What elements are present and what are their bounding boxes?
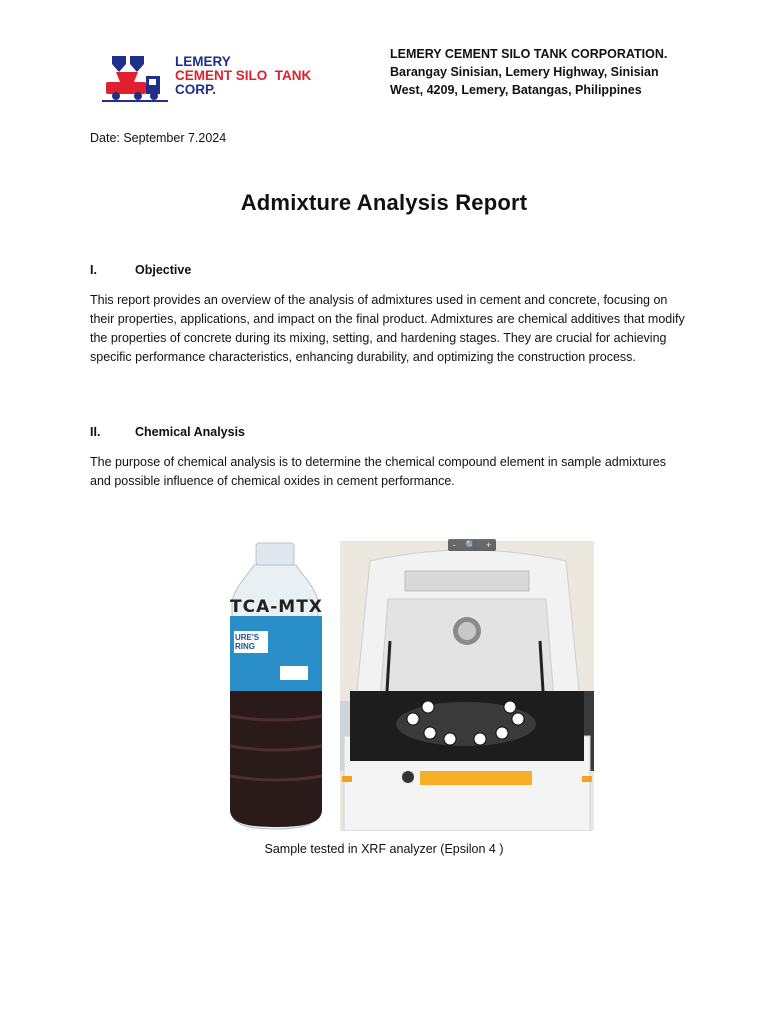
image-zoom-toolbar — [448, 539, 496, 551]
zoom-in-button[interactable]: + — [485, 540, 492, 550]
company-address-line-1: Barangay Sinisian, Lemery Highway, Sinisian — [390, 65, 659, 79]
bottle-handwritten-label: TCA-MTX — [230, 597, 323, 617]
section-number: II. — [90, 425, 101, 439]
logo-wordmark — [175, 55, 311, 97]
xrf-analyzer-photo — [340, 541, 594, 831]
company-name: LEMERY CEMENT SILO TANK CORPORATION. — [390, 47, 668, 61]
chemical-analysis-paragraph: The purpose of chemical analysis is to determine the chemical compound element in sample admixtures and possible influence of chemical oxides in cement performance. — [90, 455, 666, 488]
company-address-block — [390, 45, 690, 99]
zoom-magnifier-icon[interactable]: 🔍 — [465, 540, 477, 550]
bottle-brand-label: URE'S RING — [235, 633, 260, 651]
section-title: Chemical Analysis — [135, 425, 246, 439]
section-title: Objective — [135, 263, 192, 277]
company-address-line-2: West, 4209, Lemery, Batangas, Philippines — [390, 83, 642, 97]
report-title: Admixture Analysis Report — [240, 190, 528, 215]
section-heading-chemical-analysis — [90, 425, 245, 439]
zoom-out-button[interactable]: - — [452, 540, 456, 550]
section-number: I. — [90, 263, 97, 277]
logo-line-3: CORP. — [175, 82, 217, 97]
objective-paragraph: This report provides an overview of the analysis of admixtures used in cement and concrete, focusing on their properties, applications, and impact on the final product. Admixtures are chemical additives that modify the properties of concrete during its mixing, setting, and hardening stages. They are crucial for achieving specific performance characteristics, enhancing durability, and optimizing the construction process. — [90, 293, 685, 364]
logo-line-1: LEMERY — [175, 54, 231, 69]
sample-bottle-photo — [220, 541, 332, 831]
figure-caption: Sample tested in XRF analyzer (Epsilon 4 ) — [264, 842, 504, 856]
section-heading-objective — [90, 263, 191, 277]
company-logo — [102, 54, 332, 104]
report-date: Date: September 7.2024 — [90, 131, 227, 145]
logo-line-2: CEMENT SILO TANK — [175, 68, 312, 83]
